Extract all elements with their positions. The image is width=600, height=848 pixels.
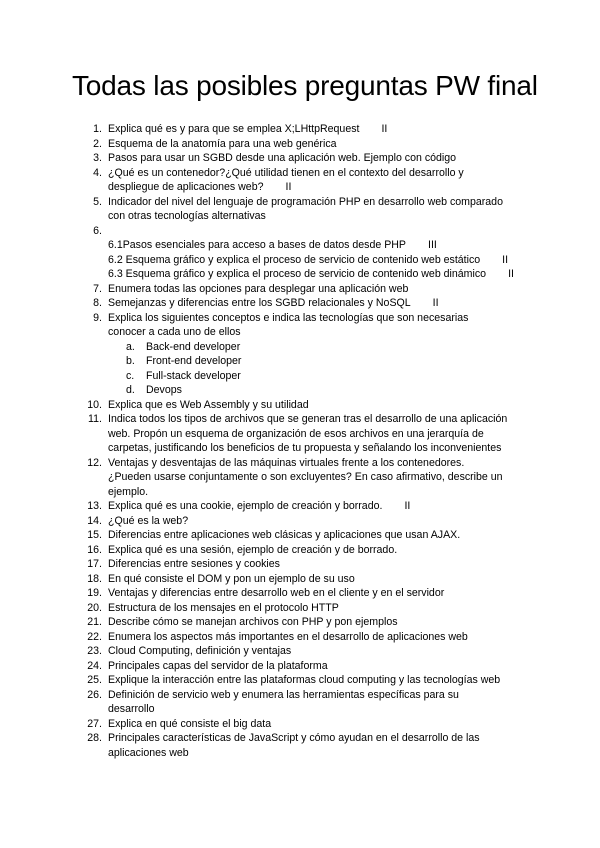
question-item [78,282,538,297]
question-number: 4. [93,166,102,179]
question-text-line: En qué consiste el DOM y pon un ejemplo de su uso [108,572,355,585]
question-item [78,717,538,732]
question-mark: II [381,123,388,135]
question-item [78,659,538,674]
question-text-line: Enumera todas las opciones para desplegar una aplicación web [108,282,409,295]
question-text-line: Explique la interacción entre las plataformas cloud computing y las tecnologías web [108,674,501,686]
question-text-line: con otras tecnologías alternativas [108,210,266,222]
question-item [78,586,538,601]
question-number: 9. [93,311,102,324]
question-text-line: Diferencias entre sesiones y cookies [108,558,280,570]
sub-item-letter: d. [126,384,135,396]
question-item [78,122,538,137]
question-number: 13. [87,500,102,512]
question-item [78,644,538,659]
question-item [78,514,538,529]
question-text-line: Definición de servicio web y enumera las herramientas específicas para su [108,688,459,701]
question-mark: II [432,297,439,309]
question-text-line: ejemplo. [108,485,149,498]
question-text-line: 6.1Pasos esenciales para acceso a bases de datos desde PHP III [108,239,437,251]
question-number: 15. [87,529,102,541]
sub-item [108,354,538,369]
question-number: 25. [87,674,102,686]
question-number: 23. [87,645,102,657]
question-text-line: Ventajas y desventajas de las máquinas virtuales frente a los contenedores. [108,456,465,469]
question-item [78,572,538,587]
question-text-line: Explica qué es una cookie, ejemplo de creación y borrado. II [108,500,411,512]
question-number: 28. [87,732,102,744]
question-number: 10. [87,398,102,411]
question-text-line: 6.2 Esquema gráfico y explica el proceso de servicio de contenido web estático II [108,253,509,266]
question-number: 3. [93,152,102,164]
question-number: 5. [93,195,102,208]
question-text-line: Indicador del nivel del lenguaje de programación PHP en desarrollo web comparado [108,195,503,208]
question-item [78,499,538,514]
question-list [78,122,538,760]
question-number: 14. [87,514,102,527]
question-item [78,195,538,224]
question-text-line [108,224,538,239]
question-item [78,543,538,558]
question-mark: II [404,500,411,512]
sub-item [108,369,538,384]
question-text-line: desarrollo [108,703,155,715]
question-text-line: aplicaciones web [108,746,189,759]
page-title: Todas las posibles preguntas PW final [72,70,538,101]
question-item [78,267,538,282]
question-item [78,557,538,572]
question-number: 6. [93,224,102,237]
sub-item-text: Full-stack developer [146,369,241,382]
question-number: 17. [87,558,102,570]
question-number: 11. [88,413,102,425]
question-number: 21. [87,616,102,628]
question-item [78,137,538,152]
question-mark: III [428,239,437,251]
question-number: 22. [87,630,102,643]
sub-item-text: Devops [146,384,182,396]
sub-item-letter: b. [126,355,135,367]
sub-item-text: Front-end developer [146,355,242,367]
question-item [78,151,538,166]
question-item [78,311,538,398]
question-number: 12. [87,456,102,469]
question-text-line: Explica qué es y para que se emplea X;LHttpRequest II [108,123,388,135]
question-mark: II [285,181,292,193]
question-text-line: Ventajas y diferencias entre desarrollo web en el cliente y en el servidor [108,587,445,599]
question-text-line: Explica los siguientes conceptos e indica las tecnologías que son necesarias [108,311,469,324]
question-text-line: Explica qué es una sesión, ejemplo de creación y de borrado. [108,543,398,556]
question-item [78,630,538,645]
question-number: 16. [87,543,102,556]
question-item [78,238,538,253]
question-text-line: conocer a cada uno de ellos [108,326,241,338]
question-item [78,688,538,717]
question-item [78,398,538,413]
sub-item-letter: a. [126,340,135,353]
question-mark: II [502,253,509,266]
question-text-line: Explica en qué consiste el big data [108,717,272,730]
question-item [78,166,538,195]
question-text-line: Esquema de la anatomía para una web genérica [108,137,337,150]
question-text-line: Enumera los aspectos más importantes en el desarrollo de aplicaciones web [108,630,468,643]
question-number: 27. [87,717,102,730]
sub-item-text: Back-end developer [146,340,241,353]
question-item [78,412,538,456]
sub-item-letter: c. [126,369,135,382]
question-item [78,456,538,500]
question-text-line: Principales características de JavaScript y cómo ayudan en el desarrollo de las [108,732,480,744]
question-number: 8. [93,297,102,309]
question-number: 2. [93,137,102,150]
question-text-line: Indica todos los tipos de archivos que se generan tras el desarrollo de una aplicación [108,413,508,425]
question-text-line: carpetas, justificando los beneficios de tu propuesta y señalando los inconvenientes [108,442,502,454]
question-number: 20. [87,601,102,614]
question-item [78,296,538,311]
question-mark: II [508,268,514,280]
question-text-line: ¿Qué es la web? [108,514,189,527]
question-text-line: Cloud Computing, definición y ventajas [108,645,292,657]
question-item [78,224,538,239]
question-text-line: Diferencias entre aplicaciones web clásicas y aplicaciones que usan AJAX. [108,529,461,541]
question-text-line: ¿Pueden usarse conjuntamente o son excluyentes? En caso afirmativo, describe un [108,471,503,483]
question-number: 1. [93,123,102,135]
question-item [78,615,538,630]
question-text-line: Principales capas del servidor de la plataforma [108,659,328,672]
question-text-line: despliegue de aplicaciones web? II [108,181,292,193]
question-item [78,601,538,616]
sub-item [108,383,538,398]
sub-item [108,340,538,355]
question-item [78,253,538,268]
question-number: 26. [87,688,102,701]
question-text-line: Explica que es Web Assembly y su utilidad [108,398,309,411]
question-number: 19. [87,587,102,599]
question-number: 7. [93,282,102,295]
question-item [78,528,538,543]
question-text-line: ¿Qué es un contenedor?¿Qué utilidad tienen en el contexto del desarrollo y [108,166,464,179]
question-item [78,731,538,760]
question-text-line: 6.3 Esquema gráfico y explica el proceso de servicio de contenido web dinámico II [108,268,514,280]
question-text-line: Pasos para usar un SGBD desde una aplicación web. Ejemplo con código [108,152,457,164]
question-text-line: Describe cómo se manejan archivos con PHP y pon ejemplos [108,616,398,628]
question-text-line: web. Propón un esquema de organización de esos archivos en una jerarquía de [108,427,484,440]
question-number: 18. [87,572,102,585]
question-text-line: Semejanzas y diferencias entre los SGBD relacionales y NoSQL II [108,297,439,309]
question-item [78,673,538,688]
question-text-line: Estructura de los mensajes en el protocolo HTTP [108,601,339,614]
question-number: 24. [87,659,102,672]
